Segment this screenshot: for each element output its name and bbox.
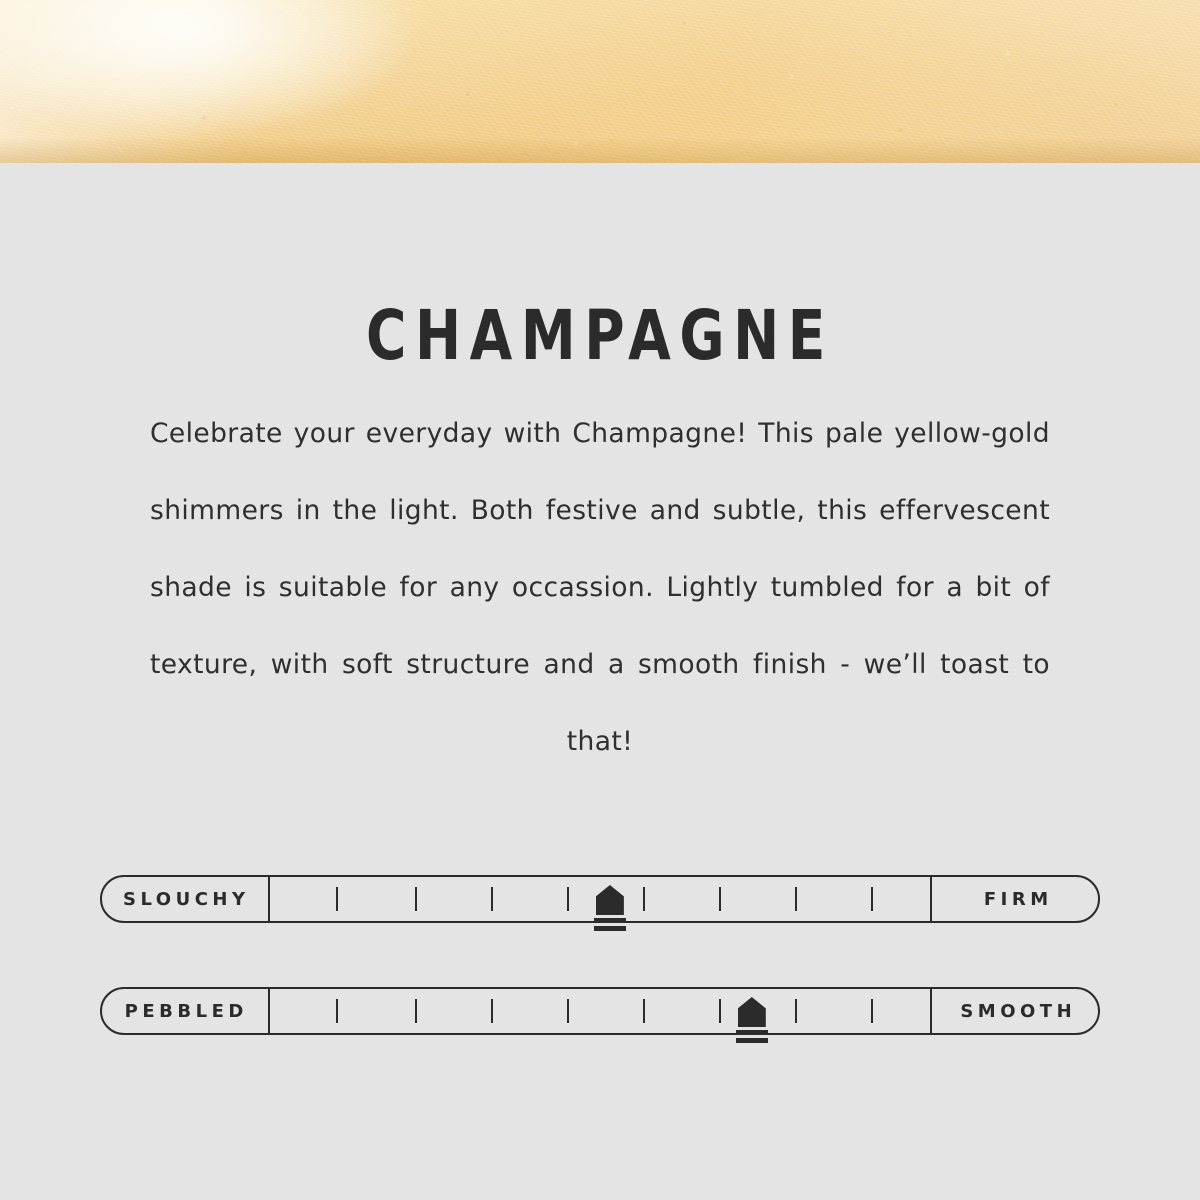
slider-ticks <box>270 875 930 923</box>
slider-texture[interactable] <box>100 987 1100 1043</box>
slider-left-label: PEBBLED <box>100 987 270 1035</box>
slider-thumb-bar <box>594 926 626 931</box>
champagne-leather-swatch-image <box>0 0 1200 163</box>
slider-thumb-bar <box>736 1038 768 1043</box>
content-area <box>0 163 1200 1200</box>
slider-tick <box>336 887 338 911</box>
slider-thumb-bar <box>594 918 626 923</box>
slider-tick <box>567 887 569 911</box>
slider-tick <box>415 999 417 1023</box>
slider-tick <box>795 887 797 911</box>
slider-left-label: SLOUCHY <box>100 875 270 923</box>
slider-tick <box>643 887 645 911</box>
slider-tick <box>871 887 873 911</box>
slider-thumb[interactable] <box>593 885 627 937</box>
slider-tick <box>719 887 721 911</box>
slider-tick <box>871 999 873 1023</box>
slider-structure[interactable] <box>100 875 1100 931</box>
attribute-sliders <box>0 875 1200 1099</box>
page-title: CHAMPAGNE <box>366 295 834 376</box>
slider-tick <box>336 999 338 1023</box>
slider-tick <box>795 999 797 1023</box>
slider-thumb-head <box>738 997 766 1027</box>
slider-tick <box>643 999 645 1023</box>
slider-tick <box>415 887 417 911</box>
product-description: Celebrate your everyday with Champagne! This pale yellow-gold shimmers in the light. Both festive and subtle, this effervescent shade is suitable for any occassion. Lightly tumbled for a bit of texture, with soft structure and a smooth finish - we’ll toast to that! <box>150 418 1050 757</box>
slider-right-label: SMOOTH <box>930 987 1100 1035</box>
slider-right-label: FIRM <box>930 875 1100 923</box>
slider-thumb[interactable] <box>735 997 769 1049</box>
slider-ticks <box>270 987 930 1035</box>
slider-tick <box>719 999 721 1023</box>
swatch-edge-shadow <box>0 137 1200 163</box>
slider-tick <box>567 999 569 1023</box>
slider-thumb-head <box>596 885 624 915</box>
slider-thumb-bar <box>736 1030 768 1035</box>
slider-tick <box>491 887 493 911</box>
slider-tick <box>491 999 493 1023</box>
